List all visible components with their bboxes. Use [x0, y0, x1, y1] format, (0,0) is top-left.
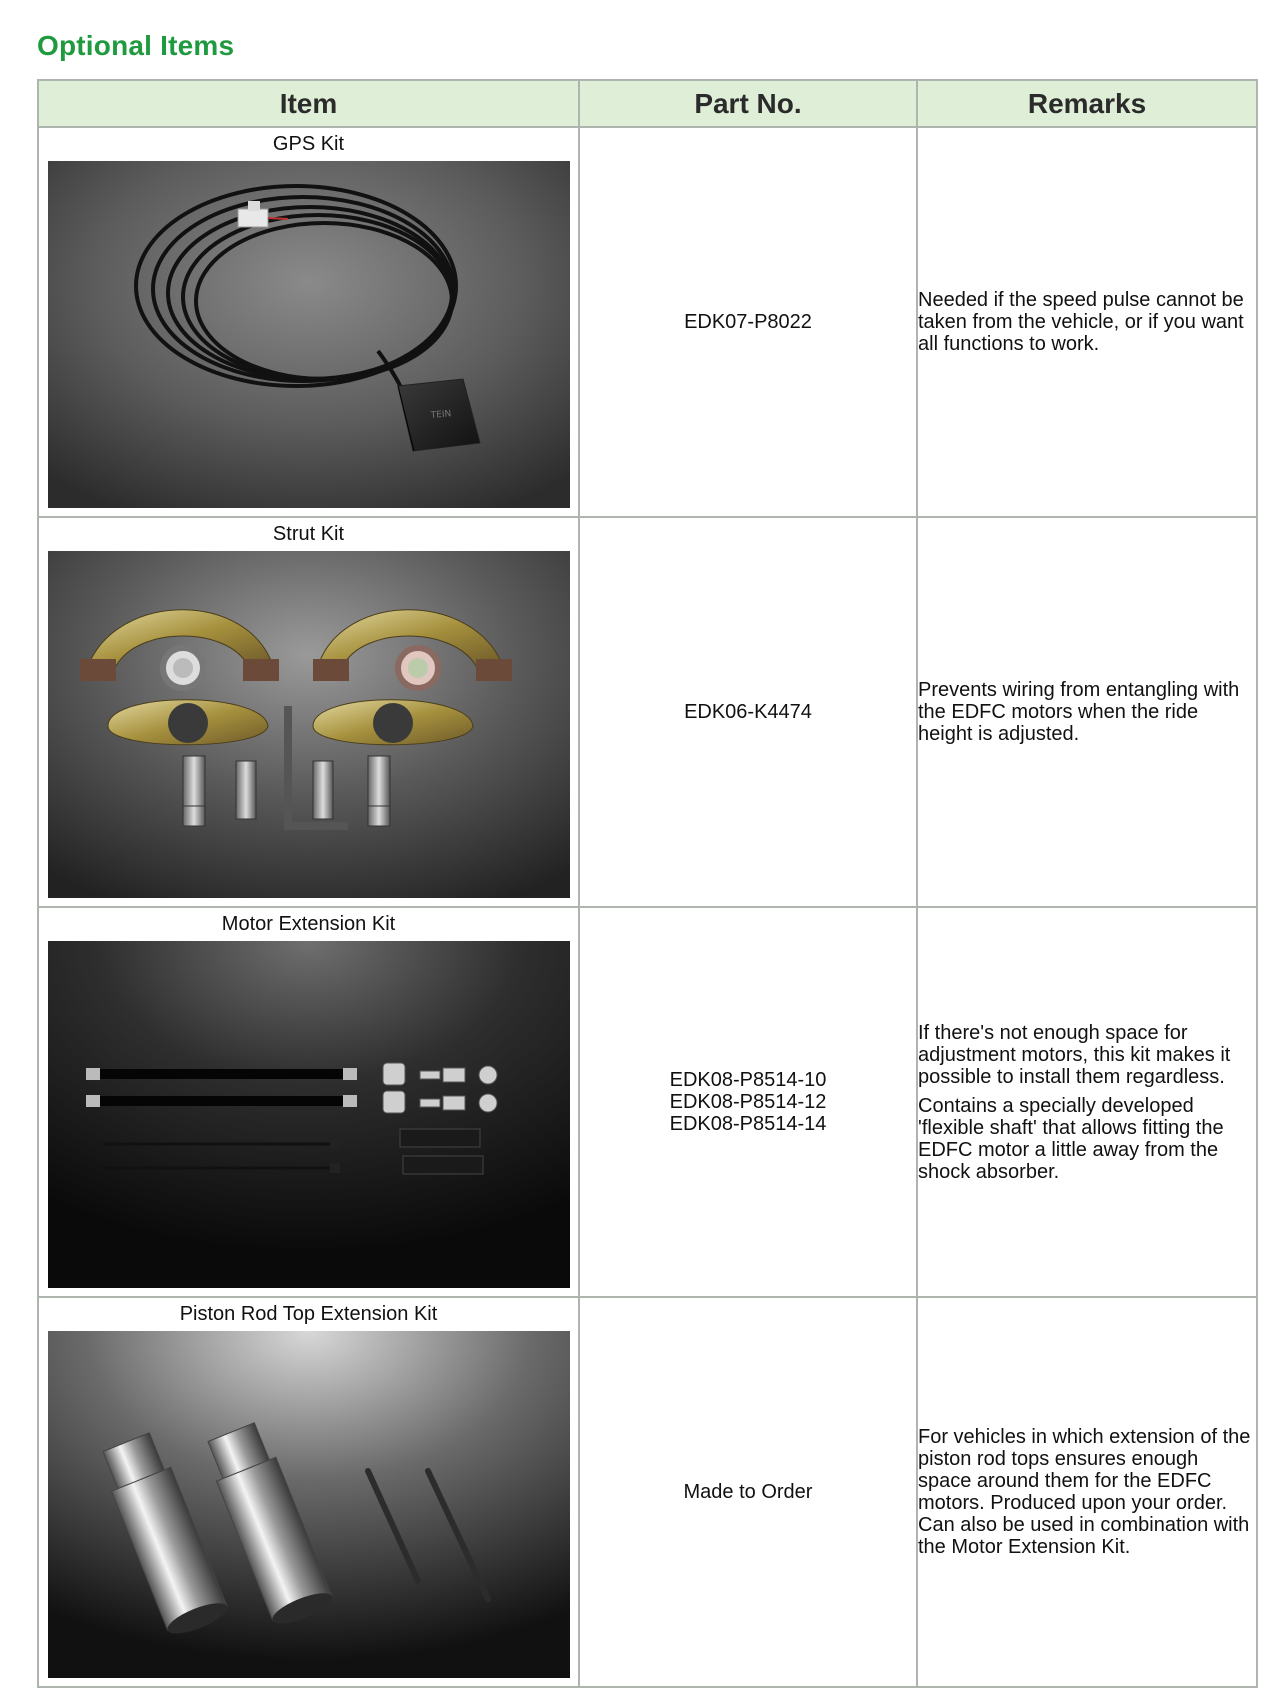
column-header-part-no: Part No. [579, 80, 917, 127]
column-header-remarks: Remarks [917, 80, 1257, 127]
table-row [38, 907, 1257, 1297]
item-name: Motor Extension Kit [221, 913, 396, 935]
remarks-text: Prevents wiring from entangling with the EDFC motors when the ride height is adjusted. [918, 679, 1240, 745]
table-row [38, 517, 1257, 907]
remarks-cell [917, 517, 1257, 907]
part-number-cell [579, 1297, 917, 1687]
part-number-cell [579, 517, 917, 907]
table-header-row [38, 80, 1257, 127]
item-name: Piston Rod Top Extension Kit [179, 1303, 438, 1325]
motor-extension-kit-photo [48, 941, 570, 1288]
table-row [38, 127, 1257, 517]
item-cell [38, 517, 579, 907]
optional-items-table [37, 79, 1258, 1688]
remarks-cell [917, 127, 1257, 517]
page-title: Optional Items [37, 30, 235, 61]
remarks-text: If there's not enough space for adjustment motors, this kit makes it possible to install them regardless. [918, 1021, 1231, 1088]
strut-kit-photo [48, 551, 570, 898]
item-cell [38, 907, 579, 1297]
svg-text:TEIN: TEIN [430, 409, 452, 421]
remarks-cell [917, 1297, 1257, 1687]
part-number: EDK08-P8514-14 [669, 1113, 827, 1135]
piston-rod-top-extension-kit-photo [48, 1331, 570, 1678]
part-number: EDK08-P8514-12 [669, 1091, 827, 1113]
item-name: Strut Kit [272, 523, 345, 545]
part-number: Made to Order [683, 1481, 813, 1503]
item-cell [38, 1297, 579, 1687]
column-header-item: Item [38, 80, 579, 127]
table-row [38, 1297, 1257, 1687]
remarks-cell [917, 907, 1257, 1297]
part-number-cell [579, 907, 917, 1297]
remarks-text: Contains a specially developed 'flexible shaft' that allows fitting the EDFC motor a little away from the shock absorber. [918, 1094, 1224, 1183]
part-number: EDK08-P8514-10 [669, 1069, 827, 1091]
part-number-cell [579, 127, 917, 517]
part-number: EDK07-P8022 [684, 311, 812, 333]
item-name: GPS Kit [272, 133, 345, 155]
remarks-text: For vehicles in which extension of the piston rod tops ensures enough space around them for the EDFC motors. Produced upon your order. Can also be used in combination with the Motor Extension Kit. [918, 1426, 1251, 1558]
gps-kit-photo [48, 161, 570, 508]
part-number: EDK06-K4474 [684, 701, 812, 723]
remarks-text: Needed if the speed pulse cannot be taken from the vehicle, or if you want all functions to work. [918, 289, 1244, 355]
item-cell [38, 127, 579, 517]
